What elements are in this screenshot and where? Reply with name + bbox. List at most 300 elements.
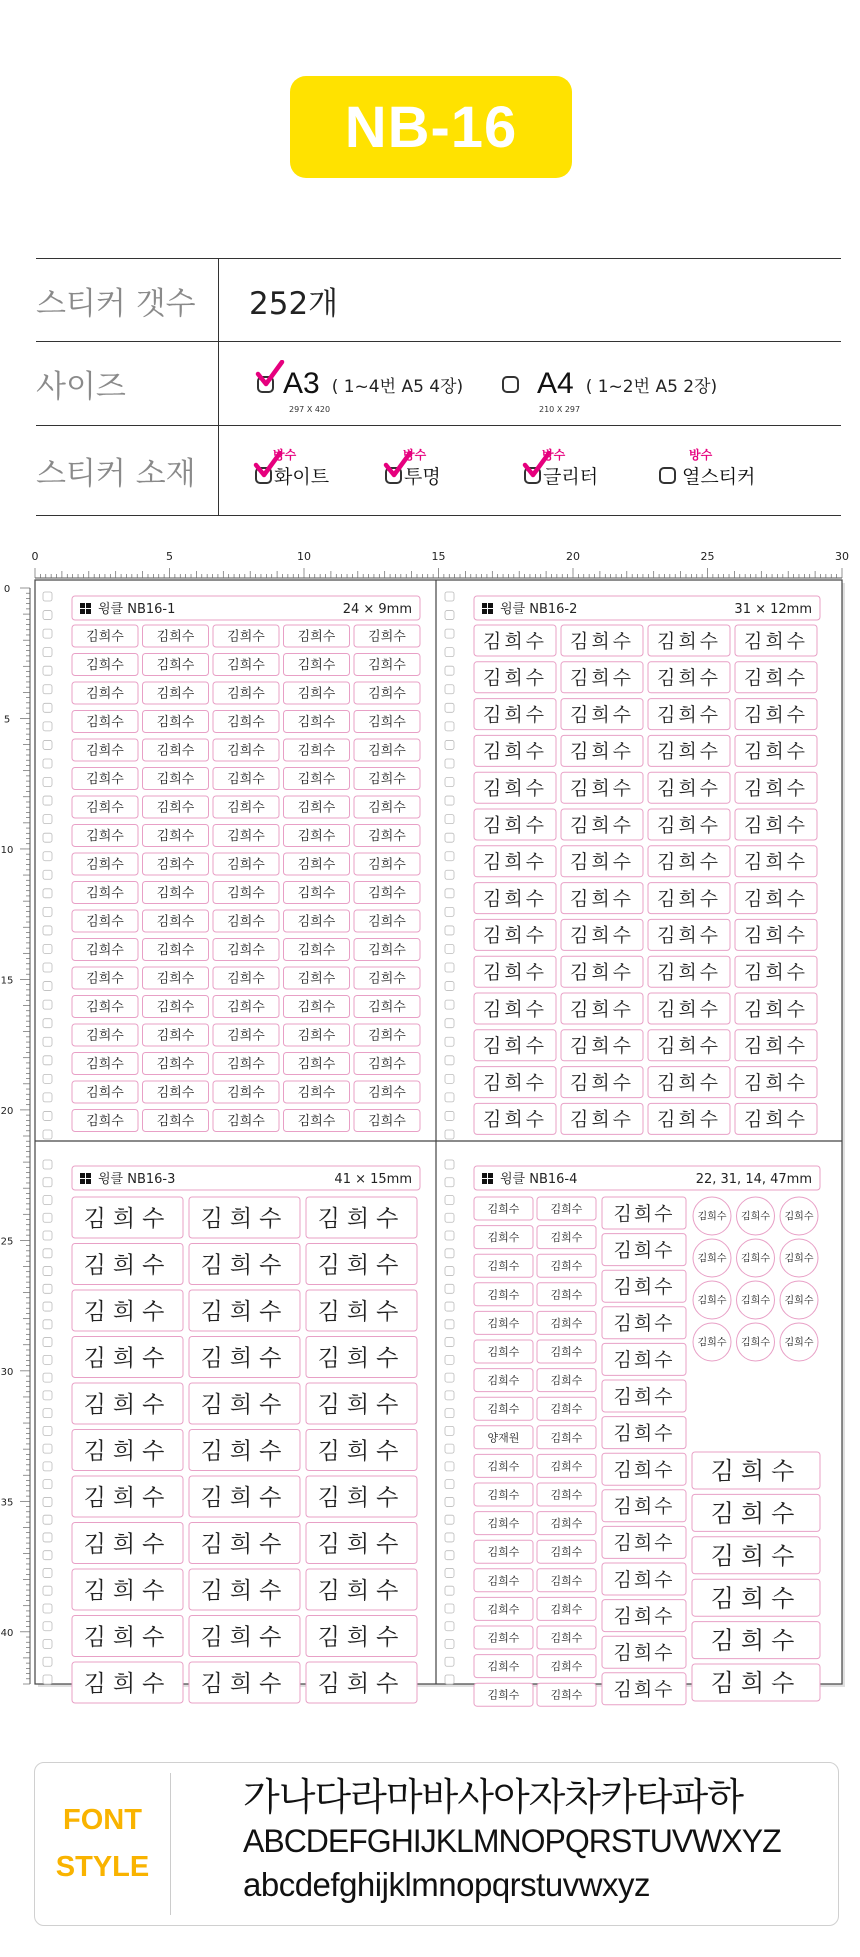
sticker-nb16-1-text: 김희수 — [297, 1057, 336, 1073]
binder-hole — [43, 1373, 52, 1382]
sticker-nb16-2-text: 김희수 — [743, 851, 809, 874]
sticker-nb16-1-text: 김희수 — [227, 743, 265, 759]
binder-hole — [445, 1037, 454, 1046]
sticker-nb16-1-text: 김희수 — [368, 800, 406, 816]
count-label: 스티커 갯수 — [36, 259, 219, 341]
binder-hole — [43, 1480, 52, 1489]
sticker-nb16-2-text: 김희수 — [656, 703, 722, 726]
sticker-nb16-4-small-text: 김희수 — [550, 1202, 583, 1216]
font-divider — [170, 1773, 171, 1915]
sticker-nb16-1-text: 김희수 — [156, 772, 195, 788]
binder-hole — [445, 796, 454, 805]
ruler-label: 0 — [3, 584, 11, 595]
sticker-nb16-3-text: 김희수 — [83, 1298, 172, 1325]
sticker-nb16-1-text: 김희수 — [86, 943, 124, 959]
sticker-nb16-3-text: 김희수 — [200, 1438, 289, 1465]
sticker-nb16-4-medium-text: 김희수 — [613, 1276, 675, 1299]
font-label-line1: FONT — [63, 1804, 142, 1836]
sticker-nb16-1-text: 김희수 — [368, 1028, 406, 1044]
binder-hole — [445, 1586, 454, 1595]
panel-logo-icon — [482, 609, 487, 614]
waterproof-tag: 방수 — [689, 448, 713, 462]
sticker-nb16-4-small-text: 김희수 — [550, 1545, 583, 1559]
sticker-nb16-4-small-text: 김희수 — [487, 1545, 520, 1559]
sticker-nb16-4-small-text: 김희수 — [550, 1574, 583, 1588]
sticker-nb16-4-small-text: 김희수 — [550, 1660, 583, 1674]
sticker-nb16-1-text: 김희수 — [297, 914, 336, 930]
model-title: NB-16 — [344, 94, 518, 160]
panel4-title: 윙클 NB16-4 — [500, 1172, 578, 1187]
count-cell — [219, 259, 841, 341]
sticker-nb16-2-text: 김희수 — [656, 1035, 722, 1058]
sticker-nb16-1-text: 김희수 — [227, 914, 265, 930]
sticker-nb16-4-circle-text: 김희수 — [784, 1211, 814, 1223]
sticker-nb16-2-text: 김희수 — [569, 1108, 635, 1131]
sticker-nb16-1-text: 김희수 — [297, 886, 336, 902]
binder-hole — [43, 1284, 52, 1293]
sticker-nb16-1-text: 김희수 — [156, 629, 195, 645]
panel-logo-icon — [80, 609, 85, 614]
binder-hole — [43, 1196, 52, 1205]
size-option-a3[interactable] — [257, 367, 464, 414]
sticker-nb16-3-text: 김희수 — [200, 1484, 289, 1511]
binder-hole — [43, 1604, 52, 1613]
sticker-nb16-4-large-text: 김희수 — [710, 1669, 802, 1698]
font-label-line2: STYLE — [55, 1851, 150, 1883]
sticker-nb16-2-text: 김희수 — [482, 703, 548, 726]
binder-hole — [43, 1037, 52, 1046]
binder-hole — [43, 611, 52, 620]
ruler-label: 10 — [0, 844, 14, 856]
binder-hole — [445, 1249, 454, 1258]
binder-hole — [445, 1639, 454, 1648]
material-option-glitter[interactable] — [524, 448, 599, 489]
sticker-nb16-1-text: 김희수 — [86, 658, 124, 674]
panel-logo-icon — [488, 1173, 493, 1178]
sticker-nb16-4-small-text: 김희수 — [550, 1459, 583, 1473]
sticker-nb16-1-text: 김희수 — [227, 658, 265, 674]
sticker-nb16-1-text: 김희수 — [368, 686, 406, 702]
sticker-nb16-1-text: 김희수 — [86, 829, 124, 845]
sticker-nb16-3-text: 김희수 — [317, 1531, 406, 1558]
sticker-nb16-1-text: 김희수 — [156, 1028, 195, 1044]
sticker-nb16-1-text: 김희수 — [86, 886, 124, 902]
sticker-nb16-2-text: 김희수 — [656, 961, 722, 984]
sticker-nb16-2-text: 김희수 — [656, 1108, 722, 1131]
binder-hole — [445, 1160, 454, 1169]
sticker-nb16-4-small-text: 김희수 — [550, 1288, 583, 1302]
binder-hole — [43, 1622, 52, 1631]
binder-hole — [445, 907, 454, 916]
sticker-nb16-1-text: 김희수 — [227, 629, 265, 645]
binder-hole — [43, 648, 52, 657]
sticker-nb16-1-text: 김희수 — [156, 971, 195, 987]
binder-hole — [445, 889, 454, 898]
sticker-nb16-1-text: 김희수 — [368, 829, 406, 845]
binder-hole — [43, 1213, 52, 1222]
binder-hole — [445, 629, 454, 638]
sticker-nb16-1-text: 김희수 — [156, 857, 195, 873]
ruler-label: 10 — [297, 550, 311, 563]
sticker-nb16-4-circle-text: 김희수 — [697, 1295, 727, 1307]
font-sample — [243, 1775, 781, 1907]
binder-hole — [43, 1093, 52, 1102]
sticker-nb16-1-text: 김희수 — [156, 829, 195, 845]
sticker-nb16-4-small-text: 김희수 — [487, 1259, 520, 1273]
material-label: 스티커 소재 — [36, 426, 219, 515]
binder-hole — [43, 703, 52, 712]
sticker-nb16-1-text: 김희수 — [156, 715, 195, 731]
sticker-nb16-4-circle-text: 김희수 — [697, 1211, 727, 1223]
binder-hole — [445, 1093, 454, 1102]
binder-hole — [43, 889, 52, 898]
sticker-nb16-4-medium-text: 김희수 — [613, 1239, 675, 1262]
sticker-nb16-4-circle-text: 김희수 — [784, 1253, 814, 1265]
checkbox-a4[interactable] — [502, 376, 519, 393]
size-option-a4[interactable] — [502, 367, 718, 414]
checkbox-clear[interactable] — [385, 467, 402, 484]
sticker-nb16-3-text: 김희수 — [200, 1298, 289, 1325]
sticker-nb16-4-medium-text: 김희수 — [613, 1312, 675, 1335]
binder-hole — [43, 592, 52, 601]
sticker-nb16-4-medium-text: 김희수 — [613, 1495, 675, 1518]
binder-hole — [445, 1675, 454, 1684]
sticker-nb16-3-text: 김희수 — [83, 1205, 172, 1232]
sticker-nb16-4-large-text: 김희수 — [710, 1541, 802, 1570]
binder-hole — [445, 703, 454, 712]
sticker-nb16-4-small-text: 김희수 — [550, 1631, 583, 1645]
ruler-label: 25 — [700, 550, 715, 563]
sticker-nb16-4-medium-text: 김희수 — [613, 1202, 675, 1225]
sticker-nb16-1-text: 김희수 — [297, 1000, 336, 1016]
sticker-nb16-2-text: 김희수 — [569, 814, 635, 837]
sticker-nb16-1-text: 김희수 — [86, 1028, 124, 1044]
binder-hole — [445, 833, 454, 842]
material-name-heat: 열스티커 — [682, 466, 756, 488]
sticker-nb16-2-text: 김희수 — [569, 703, 635, 726]
sticker-nb16-2-text: 김희수 — [482, 851, 548, 874]
check-icon — [522, 451, 552, 481]
binder-hole — [43, 629, 52, 638]
binder-hole — [43, 1657, 52, 1666]
binder-hole — [43, 870, 52, 879]
sticker-nb16-2-text: 김희수 — [656, 630, 722, 653]
binder-hole — [43, 907, 52, 916]
sticker-nb16-4-medium-text: 김희수 — [613, 1568, 675, 1591]
sticker-nb16-2-text: 김희수 — [569, 851, 635, 874]
sticker-nb16-2-text: 김희수 — [743, 998, 809, 1021]
sticker-nb16-4-medium-text: 김희수 — [613, 1678, 675, 1701]
binder-hole — [445, 1355, 454, 1364]
sticker-nb16-4-small-text: 김희수 — [487, 1202, 520, 1216]
binder-hole — [445, 1000, 454, 1009]
binder-hole — [445, 1426, 454, 1435]
panel-logo-icon — [482, 603, 487, 608]
ruler-label: 30 — [0, 1366, 14, 1378]
panel-logo-icon — [80, 1173, 85, 1178]
sticker-nb16-1-text: 김희수 — [368, 1000, 406, 1016]
binder-hole — [43, 944, 52, 953]
sticker-nb16-1-text: 김희수 — [86, 1085, 124, 1101]
check-icon — [383, 451, 413, 481]
sticker-nb16-1-text: 김희수 — [156, 1114, 195, 1130]
binder-hole — [445, 944, 454, 953]
material-name-clear: 투명 — [404, 466, 441, 488]
sticker-nb16-1-text: 김희수 — [86, 686, 124, 702]
sticker-nb16-4-circle-text: 김희수 — [697, 1337, 727, 1349]
panel-logo-icon — [80, 1179, 85, 1184]
sticker-nb16-3-text: 김희수 — [200, 1391, 289, 1418]
size-dims-a4: 210 X 297 — [539, 405, 581, 414]
sticker-nb16-2-text: 김희수 — [743, 924, 809, 947]
binder-hole — [445, 722, 454, 731]
sticker-nb16-3-text: 김희수 — [317, 1670, 406, 1697]
size-dims-a3: 297 X 420 — [289, 405, 331, 414]
sticker-nb16-2-text: 김희수 — [482, 1035, 548, 1058]
sticker-nb16-1-text: 김희수 — [368, 943, 406, 959]
sticker-nb16-1-text: 김희수 — [368, 1114, 406, 1130]
sticker-nb16-1-text: 김희수 — [227, 829, 265, 845]
sticker-nb16-3-text: 김희수 — [317, 1438, 406, 1465]
material-option-clear[interactable] — [385, 448, 441, 489]
ruler-label: 20 — [566, 550, 580, 563]
sticker-nb16-3-text: 김희수 — [83, 1391, 172, 1418]
sticker-nb16-4-small-text: 김희수 — [550, 1517, 583, 1531]
sticker-nb16-4-medium-text: 김희수 — [613, 1422, 675, 1445]
binder-hole — [445, 1056, 454, 1065]
sticker-nb16-1-text: 김희수 — [368, 658, 406, 674]
sticker-nb16-1-text: 김희수 — [297, 971, 336, 987]
sticker-nb16-1-text: 김희수 — [368, 886, 406, 902]
binder-hole — [445, 1320, 454, 1329]
binder-hole — [445, 815, 454, 824]
waterproof-tag: 방수 — [542, 448, 566, 462]
binder-hole — [43, 1533, 52, 1542]
spec-row-material — [36, 425, 841, 516]
sticker-nb16-1-text: 김희수 — [297, 658, 336, 674]
binder-hole — [43, 1160, 52, 1169]
sticker-nb16-2-text: 김희수 — [743, 1035, 809, 1058]
binder-hole — [445, 1302, 454, 1311]
font-style-box — [34, 1762, 839, 1926]
binder-hole — [43, 1267, 52, 1276]
panel3-title: 윙클 NB16-3 — [98, 1172, 176, 1187]
binder-hole — [445, 685, 454, 694]
sticker-nb16-4-small-text: 김희수 — [550, 1688, 583, 1702]
binder-hole — [445, 1622, 454, 1631]
sticker-nb16-2-text: 김희수 — [569, 1035, 635, 1058]
sticker-nb16-1-text: 김희수 — [86, 971, 124, 987]
ruler-label: 40 — [0, 1627, 14, 1639]
material-name-white: 화이트 — [274, 466, 330, 488]
panel4-size: 22, 31, 14, 47mm — [695, 1172, 812, 1187]
sticker-nb16-4-large-text: 김희수 — [710, 1626, 802, 1655]
sticker-nb16-4-medium-text: 김희수 — [613, 1385, 675, 1408]
binder-hole — [445, 759, 454, 768]
material-option-heat[interactable] — [659, 448, 756, 489]
binder-hole — [43, 796, 52, 805]
binder-hole — [43, 1231, 52, 1240]
sticker-nb16-1-text: 김희수 — [297, 829, 336, 845]
sticker-nb16-4-medium-text: 김희수 — [613, 1459, 675, 1482]
sticker-nb16-1-text: 김희수 — [86, 629, 124, 645]
sticker-nb16-3-text: 김희수 — [317, 1252, 406, 1279]
sticker-nb16-1-text: 김희수 — [297, 800, 336, 816]
sticker-nb16-1-text: 김희수 — [297, 772, 336, 788]
check-icon — [253, 451, 283, 481]
sticker-nb16-2-text: 김희수 — [656, 1071, 722, 1094]
sticker-nb16-1-text: 김희수 — [297, 1114, 336, 1130]
sticker-nb16-2-text: 김희수 — [743, 777, 809, 800]
sticker-nb16-4-small-text: 김희수 — [550, 1602, 583, 1616]
sticker-nb16-4-small-text: 김희수 — [487, 1631, 520, 1645]
sticker-nb16-2-text: 김희수 — [656, 998, 722, 1021]
binder-hole — [445, 963, 454, 972]
sticker-nb16-1-text: 김희수 — [297, 857, 336, 873]
sticker-nb16-4-small-text: 김희수 — [487, 1488, 520, 1502]
size-label: 사이즈 — [36, 342, 219, 425]
ruler-label: 15 — [431, 550, 446, 563]
binder-hole — [445, 1533, 454, 1542]
sticker-nb16-1-text: 김희수 — [297, 629, 336, 645]
binder-hole — [445, 1657, 454, 1666]
font-sample-lower: abcdefghijklmnopqrstuvwxyz — [243, 1866, 651, 1903]
sticker-nb16-4-small-text: 김희수 — [550, 1402, 583, 1416]
sticker-nb16-1-text: 김희수 — [156, 1085, 195, 1101]
sticker-nb16-1-text: 김희수 — [297, 1085, 336, 1101]
sticker-nb16-4-small-text: 김희수 — [487, 1345, 520, 1359]
sticker-nb16-3-text: 김희수 — [200, 1252, 289, 1279]
sticker-nb16-2-text: 김희수 — [656, 740, 722, 763]
sticker-nb16-3-text: 김희수 — [200, 1670, 289, 1697]
binder-hole — [445, 778, 454, 787]
binder-hole — [43, 1586, 52, 1595]
sticker-nb16-4-medium-text: 김희수 — [613, 1605, 675, 1628]
sticker-nb16-2-text: 김희수 — [569, 998, 635, 1021]
sticker-nb16-2-text: 김희수 — [743, 1071, 809, 1094]
panel3-size: 41 × 15mm — [334, 1172, 412, 1187]
spec-table — [36, 258, 841, 516]
binder-hole — [43, 685, 52, 694]
binder-hole — [43, 1000, 52, 1009]
sticker-nb16-3-text: 김희수 — [200, 1577, 289, 1604]
sticker-nb16-4-small-text: 김희수 — [487, 1316, 520, 1330]
size-cell — [219, 342, 841, 425]
panel1-size: 24 × 9mm — [342, 602, 412, 617]
waterproof-tag: 방수 — [273, 448, 297, 462]
size-name-a3: A3 — [283, 367, 320, 400]
binder-hole — [43, 1019, 52, 1028]
sticker-nb16-4-small-text: 김희수 — [487, 1602, 520, 1616]
sticker-nb16-1-text: 김희수 — [227, 1028, 265, 1044]
sticker-nb16-1-text: 김희수 — [227, 800, 265, 816]
binder-hole — [43, 1302, 52, 1311]
font-sample-hangul: 가나다라마바사아자차카타파하 — [243, 1775, 743, 1819]
sticker-nb16-1-text: 김희수 — [227, 943, 265, 959]
ruler-label: 20 — [0, 1105, 14, 1117]
sticker-nb16-2-text: 김희수 — [743, 630, 809, 653]
sticker-nb16-2-text: 김희수 — [656, 777, 722, 800]
binder-hole — [445, 1515, 454, 1524]
checkbox-a3[interactable] — [257, 376, 274, 393]
binder-hole — [445, 1111, 454, 1120]
sticker-nb16-1-text: 김희수 — [368, 1057, 406, 1073]
model-badge — [290, 76, 572, 178]
material-option-white[interactable] — [255, 448, 330, 489]
sticker-nb16-3-text: 김희수 — [83, 1531, 172, 1558]
sticker-nb16-3-text: 김희수 — [317, 1345, 406, 1372]
sticker-nb16-1-text: 김희수 — [227, 772, 265, 788]
sticker-nb16-1-text: 김희수 — [227, 886, 265, 902]
binder-hole — [445, 870, 454, 879]
binder-hole — [445, 1551, 454, 1560]
binder-hole — [445, 926, 454, 935]
sticker-nb16-4-small-text: 김희수 — [487, 1660, 520, 1674]
panel-logo-icon — [482, 1179, 487, 1184]
sticker-nb16-3-text: 김희수 — [83, 1624, 172, 1651]
sticker-nb16-4-small-text: 김희수 — [550, 1316, 583, 1330]
panel-logo-icon — [86, 603, 91, 608]
binder-hole — [43, 1130, 52, 1139]
binder-hole — [43, 1462, 52, 1471]
material-cell — [219, 426, 841, 515]
size-note-a3: ( 1~4번 A5 4장) — [331, 376, 464, 397]
sticker-nb16-1-text: 김희수 — [368, 971, 406, 987]
ruler-label: 5 — [3, 714, 11, 726]
sticker-nb16-1-text: 김희수 — [297, 1028, 336, 1044]
panel1-title: 윙클 NB16-1 — [98, 602, 176, 617]
sticker-nb16-2-text: 김희수 — [482, 667, 548, 690]
sticker-nb16-1-text: 김희수 — [156, 1000, 195, 1016]
sticker-nb16-2-text: 김희수 — [743, 667, 809, 690]
sticker-nb16-2-text: 김희수 — [569, 961, 635, 984]
binder-hole — [43, 1178, 52, 1187]
panel2-title: 윙클 NB16-2 — [500, 602, 578, 617]
checkbox-white[interactable] — [255, 467, 272, 484]
sticker-nb16-2-text: 김희수 — [482, 998, 548, 1021]
checkbox-glitter[interactable] — [524, 467, 541, 484]
count-value: 252개 — [249, 285, 339, 322]
sticker-nb16-1-text: 김희수 — [227, 686, 265, 702]
sticker-nb16-1-text: 김희수 — [156, 1057, 195, 1073]
sticker-nb16-1-text: 김희수 — [297, 943, 336, 959]
checkbox-heat[interactable] — [659, 467, 676, 484]
font-style-label — [35, 1763, 170, 1925]
panel-logo-icon — [488, 1179, 493, 1184]
binder-hole — [43, 1249, 52, 1258]
binder-hole — [43, 1444, 52, 1453]
sticker-nb16-1-text: 김희수 — [227, 1000, 265, 1016]
sticker-nb16-4-small-text: 김희수 — [550, 1431, 583, 1445]
waterproof-tag: 방수 — [403, 448, 427, 462]
sticker-nb16-4-small-text: 김희수 — [550, 1374, 583, 1388]
sticker-nb16-3-text: 김희수 — [200, 1205, 289, 1232]
binder-hole — [445, 1444, 454, 1453]
sticker-nb16-4-small-text: 양재원 — [487, 1431, 520, 1445]
binder-hole — [445, 740, 454, 749]
sticker-nb16-1-text: 김희수 — [297, 743, 336, 759]
sticker-nb16-3-text: 김희수 — [317, 1298, 406, 1325]
sticker-nb16-4-large-text: 김희수 — [710, 1499, 802, 1528]
sticker-nb16-3-text: 김희수 — [83, 1345, 172, 1372]
binder-hole — [445, 852, 454, 861]
sticker-nb16-1-text: 김희수 — [156, 886, 195, 902]
sticker-nb16-1-text: 김희수 — [368, 914, 406, 930]
panel-logo-icon — [86, 1173, 91, 1178]
sticker-nb16-4-small-text: 김희수 — [487, 1231, 520, 1245]
ruler-label: 30 — [835, 550, 849, 563]
sticker-nb16-1-text: 김희수 — [86, 1000, 124, 1016]
